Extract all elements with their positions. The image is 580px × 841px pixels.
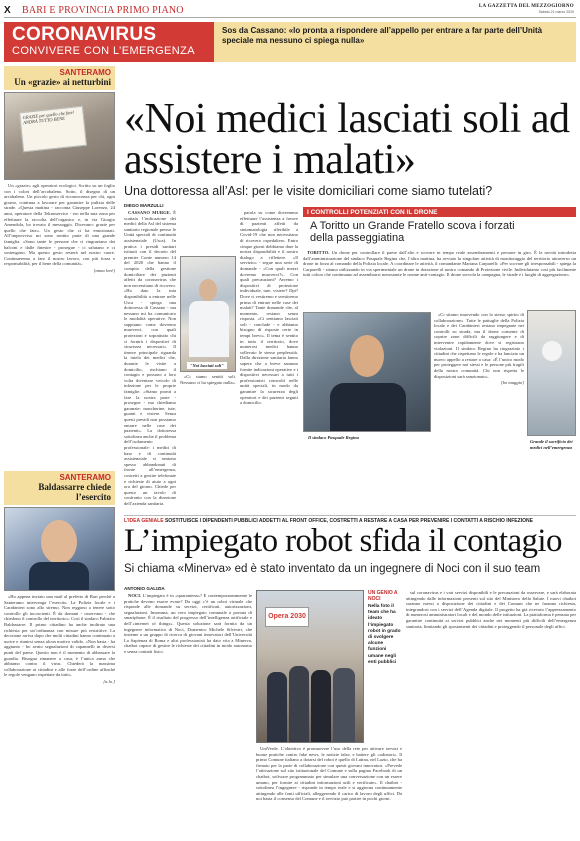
portrait-face <box>41 520 77 564</box>
drone-story-headline: A Toritto un Grande Fratello scova i forzati della passeggiatina <box>310 220 515 244</box>
sidebar-byline: [anna lorè] <box>93 267 115 273</box>
infobox-lead: UN GENIO A NOCI <box>368 590 398 602</box>
sidebar-kicker: SANTERAMO <box>59 473 111 482</box>
robot-team-photo <box>256 590 364 743</box>
mayor-regina-photo <box>303 312 431 432</box>
sidebar-header-1 <box>4 66 115 90</box>
story2-body2: «Ci stiamo muovendo con lo stesso spirito di collaborazione». Tutte le pattuglie della Polizia locale e dei Carabinieri restano impegnate nei controlli su strada, ma il drone consente di coprire zone difficili da raggiungere e di intervenire rapidamente dove si registrano violazioni. Il sindaco Regina ha ringraziato i cittadini che rispettano le regole e ha lanciato un nuovo appello a restare a casa: «È l’unico modo per proteggere noi stessi e le persone più fragili della nostra comunità. Chi non rispetta le disposizioni sarà sanzionato». <box>434 312 524 379</box>
author: ANTONIO GALIZIA <box>124 586 165 591</box>
lab-coat <box>189 301 229 357</box>
idea-text: SOSTITUISCE I DIPENDENTI PUBBLICI ADDETTI AL FRONT OFFICE, COSTRETTI A RESTARE A CASA PER PREVENIRE I CONTATTI A RISCHIO INFEZIONE <box>164 518 533 524</box>
protective-hood <box>542 341 562 361</box>
section-title: BARI E PROVINCIA PRIMO PIANO <box>22 5 184 16</box>
sidebar-title: Baldassarre chiede l’esercito <box>38 482 111 502</box>
banner-title: CORONAVIRUS <box>12 24 157 45</box>
team-member <box>267 672 287 742</box>
sidebar-article-1 <box>4 183 115 467</box>
opera-logo: Opera 2030 <box>265 607 309 627</box>
lead-place: NOCI. <box>128 593 142 598</box>
sidebar-body: «Ho appena inviato una mail al prefetto di Bari perché a Santeramo intervenga l’esercito. La Polizia locale e i Carabinieri sono allo stremo. Non reggono a tenere sotto controllo gli incoscienti. È da domani - osservano - che chiedono il controllo del territorio». Così il sindaco Fabrizio Baldassarre. Il primo cittadino ha anche inoltrato una richiesta per un’ordinanza con misure più restrittive. La decisione arriva dopo che molti cittadini hanno continuato a uscire e riunirsi senza alcun motivo valido. «Non basta - ha aggiunto - ho avuto segnalazioni di capannelli in diversi punti del paese. Questo non è il momento di abbassare la guardia. Bisogna rimanere a casa, è l’unica arma che abbiamo contro il virus. Chiederò la massima collaborazione ai cittadini e alle forze dell’ordine affinché le regole vengano rispettate da tutti». <box>4 594 115 678</box>
sidebar-header-2 <box>4 471 115 505</box>
story2-body: Un drone per controllare il paese dall’alto e scovare in tempo reale assembramenti e persone in giro. È la novità introdotta dall’amministrazione del sindaco Pasquale Regina che, l’altra mattina, ha avviato la singolare attività di monitoraggio del territorio attraverso un drone in forza al comando della Polizia locale. A coordinare le attività, il comandante Mariana Carparelli: «Per scovare gli irresponsabili - spiega la Carparelli - stiamo utilizzando in via sperimentale un drone in dotazione al nostro comando di Protezione civile. Individuiamo così più facilmente tutti coloro che continuano ad assembrarsi nonostante le norme anti-contagio. Il drone sorvola la campagna, le strade e i luoghi di aggregazione». <box>303 250 576 278</box>
story3-body: L’impiegato è in «quarantena»? E contemporaneamente le pratiche devono essere evase? Da oggi c’è un robot virtuale che risponde alle domande su servizi, certificati, autorizzazioni, segnalazioni. Insomma, un vero impiegato comunale a portata di smartphone. È il risultato del progresso dell’intelligenza artificiale e dell’«internet of things». Questa soluzione sarà fornita da un ingegnere informatico di Noci, Domenico Michele Silvestri, che insieme a un gruppo di ricerca di giovani innovatori dell’Università La Sapienza di Roma e altri professionisti ha dato vita a Minerva, chatbot capace di gestire le richieste dei cittadini in modo autonomo e senza contatti fisici. <box>124 593 252 654</box>
sidebar <box>4 66 115 836</box>
idea-kicker: L’IDEA GENIALE <box>124 518 164 524</box>
sidebar-article-2 <box>4 594 115 804</box>
story1-col3 <box>240 210 298 510</box>
side-banner-text: Sos da Cassano: «lo pronta a rispondere all’appello per entrare a far parte dell’Unità speciale ma nessuno ci spiega nulla» <box>222 26 543 45</box>
doctor-photo <box>180 256 236 372</box>
thank-you-sign: GRAZIE per quello che fate! ANDRÀ TUTTO BENE <box>19 106 87 152</box>
robot-subhead: Si chiama «Minerva» ed è stato inventato da un ingegnere di Noci con il suo team <box>124 563 541 575</box>
robot-headline: L’impiegato robot sfida il contagio <box>124 523 562 559</box>
story2-byline: [bo maggio] <box>500 380 524 386</box>
netturbini-photo <box>4 92 115 180</box>
story3-col3 <box>406 590 576 836</box>
drone-story-bar: I CONTROLLI POTENZIATI CON IL DRONE <box>303 207 576 217</box>
main-headline: «Noi medici lasciati soli ad assistere i malati» <box>124 96 570 183</box>
banner-subtitle: CONVIVERE CON L’EMERGENZA <box>12 45 195 57</box>
infobox-text: Nella foto il team che ha ideato l’impiegato robot in grado di svolgere alcune funzioni umane negli enti pubblici <box>368 604 401 665</box>
team-member <box>333 668 355 742</box>
coronavirus-banner <box>4 22 214 62</box>
dateline: Sabato 21 marzo 2020 <box>538 10 574 14</box>
main-subhead: Una dottoressa all’Asl: per le visite domiciliari come siamo tutelati? <box>124 184 493 198</box>
mayor-caption: Il sindaco Pasquale Regina <box>308 435 359 440</box>
photo-caption: "Noi lasciati soli" <box>187 362 227 369</box>
photo-infobox <box>368 590 402 740</box>
mayor-baldassarre-photo <box>4 507 115 591</box>
side-banner <box>214 22 576 62</box>
story2-lead <box>303 250 576 312</box>
sidebar-body: Un «grazie» agli operatori ecologici. Scritto su un foglio con i colori dell’arcobaleno. Sotto, il disegno di un arcobaleno. Un piccolo gesto di riconoscenza per chi, ogni giorno, continua a lavorare per garantire la pulizia delle strade. «Questa mattina - racconta Giuseppe Lorenzo, 24 anni, operatore della Teknoservice - ero nella mia zona per effettuare la raccolta dell’organico e, in via Giorgio Amendola, ho trovato il messaggio. Dicevano: grazie per quello che fate». Un gesto che ci ha emozionati. All’improvviso mi sono sentito parte di una grande famiglia. «Sono tante le persone che ci ringraziano dai balconi e dalle finestre - prosegue - ci salutano e ci sostengono. Ma questo gesto resterà nel nostro cuore. Continueremo a fare il nostro lavoro, con più forza e responsabilità, per il bene della comunità». <box>4 183 115 267</box>
portrait-suit <box>330 383 406 431</box>
story2-col2 <box>434 312 524 506</box>
medics-caption: Grande il sacrificio dei medici nell’emergenza <box>530 439 573 450</box>
portrait-face <box>350 335 384 377</box>
sidebar-byline: [a.lo.] <box>103 678 115 684</box>
medics-photo <box>527 310 576 436</box>
lead-place: TORITTO. <box>307 250 330 255</box>
story1-body2: parola su come dovremmo effettuare l’assistenza a favore di pazienti affetti da sintomatologia riferibile a Covid-19 che non necessitano di ricovero ospedaliero. Entro cinque giorni dobbiamo dare la nostra disponibilità e il nostro dialogo a riflettere. «Il servizio» - segue una serie di domande - «Con quali mezzi dovremo muoverci?». Con quali precauzioni? Avremo i dispositivi di protezione individuale, tute, visiere? Dpi? Dove ci vestiremo e svestiremo prima di entrare nelle case dei malati? Tante domande che, al momento, restano senza risposta. «Ci sentiamo lasciati soli - conclude - e abbiamo bisogno di risposte certe in tempi brevi». Il tema è sentito in tutto il territorio, dove numerosi medici hanno sollevato le stesse perplessità. Dalla direzione sanitaria fanno sapere che a breve saranno fornite indicazioni operative e i dispositivi necessari a tutti i professionisti coinvolti nelle unità speciali, in modo da garantire la sicurezza degli operatori e dei pazienti seguiti a domicilio. <box>240 210 298 406</box>
masthead: LA GAZZETTA DEL MEZZOGIORNO <box>478 4 574 9</box>
story1-col2 <box>180 374 236 508</box>
story3-col1 <box>124 593 252 837</box>
team-member <box>289 666 309 742</box>
story1-col1 <box>124 210 176 510</box>
story1-body-cont: «Ci siamo sentiti soli. Nessuno ci ha spiegato nulla». <box>180 374 236 385</box>
team-member <box>311 670 331 742</box>
sidebar-title: Un «grazie» ai netturbini <box>14 77 111 87</box>
author: DIEGO MARZULLI <box>124 203 164 208</box>
story1-body: È scattata l’indicazione dei medici della Asl del sistema sanitario regionale presso le Unità speciali di continuità assistenziale (Usca). In pratica i presidi sanitari istituiti con il decreto del premier Conte numero 14 del 2020 che hanno il compito della gestione domiciliare dei pazienti affetti da coronavirus che non necessitano di ricovero. «Ho dato la mia disponibilità a entrare nelle Usca - spiega una dottoressa di Cassano - ma nessuno mi ha comunicato le modalità operative. Non sappiamo come dovremo muoverci, con quali protezioni e soprattutto chi ci fornirà i dispositivi di sicurezza necessari». Il timore principale riguarda la tutela dei medici che, durante le visite a domicilio, rischiano il contagio e possono a loro volta diventare veicolo di infezione per le proprie famiglie. «Siamo pronti a fare la nostra parte - prosegue - ma chiediamo garanzie: mascherine, tute, guanti e visiere. Senza questi presidi non possiamo entrare nelle case dei pazienti». La dottoressa sottolinea anche il problema dell’isolamento professionale: i medici di base e di continuità assistenziale si sentono spesso abbandonati di fronte all’emergenza, costretti a gestire telefonate e richieste di aiuto a ogni ora del giorno. Chiede per questo un tavolo di confronto con la direzione dell’azienda sanitaria. <box>124 210 176 506</box>
photo-face <box>199 279 217 301</box>
sidebar-kicker: SANTERAMO <box>59 68 111 77</box>
page-number: X <box>4 5 11 16</box>
lead-place: CASSANO MURGE. <box>128 210 171 215</box>
story3-body3: sul coronavirus e i vari servizi disponibili e le precauzioni da osservare, e sarà elaborata attingendo dalle informazioni presenti sul sito del Ministero della Salute. I nuovi chatbot saranno messi a disposizione dei cittadini e dei Comuni che ne faranno richiesta, integrandosi con i servizi dell’Agenda digitale. Il progetto ha già ricevuto l’apprezzamento di numerosi amministratori locali e del mondo delle istituzioni. La piattaforma è pensata per garantire continuità ai servizi pubblici anche nei momenti più difficili dell’emergenza sanitaria, limitando gli spostamenti dei cittadini e proteggendo il personale degli uffici. <box>406 590 576 629</box>
story3-body2: UniVerde. L’obiettivo è promuovere l’uso della rete per attivare servizi e buone pratiche contro fake news, le notizie false, e battere gli «odiatori». Il primo Comune italiano a dotarsi del robot è quello di Latina, nel Lazio, che ha firmato per la parte di collaborazione con questi giovani innovatori. «Prevede l’attivazione sul sito istituzionale del Comune e sulla pagina Facebook di un chatbot, software programmato per simulare una conversazione con un essere umano, per fornire ai cittadini informazioni utili e verificate». Il chatbot - sottolinea l’ingegnere - risponde in tempo reale e si aggiorna continuamente attingendo alle fonti ufficiali, alleggerendo il carico di lavoro degli uffici. Da noi basta il consenso del Comune e il servizio può partire in pochi giorni. <box>256 746 402 802</box>
story3-col2 <box>256 746 402 836</box>
portrait-suit <box>29 562 89 590</box>
